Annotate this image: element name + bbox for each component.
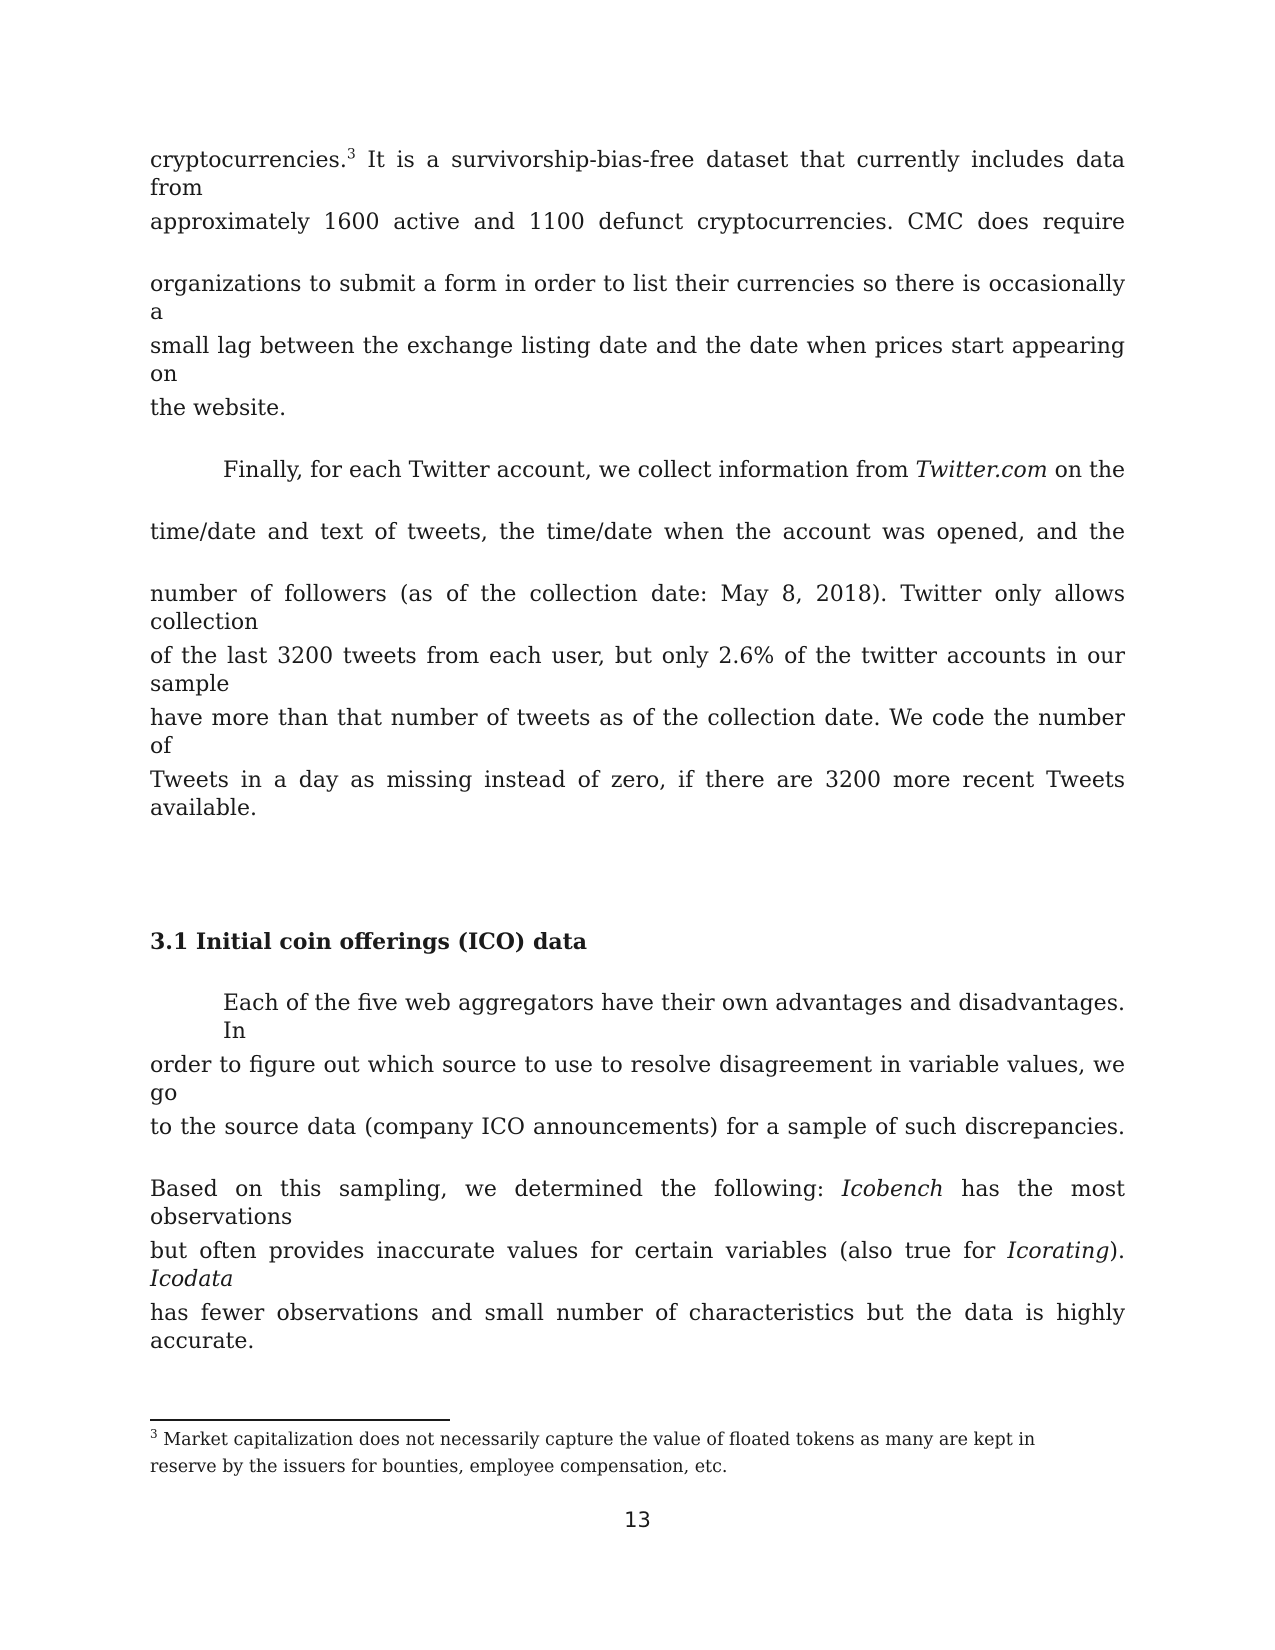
paragraph-1-line-4: small lag between the exchange listing date and the date when prices start appearing on — [150, 334, 1125, 387]
footnote-divider — [150, 1419, 450, 1421]
paragraph-2-line-6: Tweets in a day as missing instead of zero, if there are 3200 more recent Tweets available. — [150, 768, 1125, 821]
icodata-italic: Icodata — [150, 1267, 234, 1292]
icobench-italic: Icobench — [841, 1177, 944, 1202]
paragraph-3-line-2: order to figure out which source to use to resolve disagreement in variable values, we go — [150, 1053, 1125, 1106]
paragraph-2-line-5: have more than that number of tweets as of the collection date. We code the number of — [150, 706, 1125, 759]
icorating-italic: Icorating — [1007, 1239, 1110, 1264]
paragraph-2-line-2: time/date and text of tweets, the time/date when the account was opened, and the — [150, 520, 1125, 545]
paragraph-2-line-4: of the last 3200 tweets from each user, but only 2.6% of the twitter accounts in our sample — [150, 644, 1125, 697]
paragraph-2-line-1: Finally, for each Twitter account, we collect information from Twitter.com on the — [223, 458, 1126, 483]
paragraph-1-line-1: cryptocurrencies.$^3$ It is a survivorship-bias-free dataset that currently includes data from — [150, 146, 1125, 201]
paragraph-1-line-3: organizations to submit a form in order to list their currencies so there is occasionally a — [150, 272, 1125, 325]
paragraph-1-line-2: approximately 1600 active and 1100 defunct cryptocurrencies. CMC does require — [150, 210, 1125, 235]
twitter-com-italic: Twitter.com — [915, 458, 1048, 483]
paragraph-3-line-3: to the source data (company ICO announcements) for a sample of such discrepancies. — [150, 1115, 1125, 1140]
paragraph-3-line-1: Each of the five web aggregators have their own advantages and disadvantages. In — [223, 991, 1125, 1044]
paragraph-1-line-5: the website. — [150, 396, 287, 421]
footnote-reference-3[interactable]: 3 — [346, 146, 356, 163]
page-number: 13 — [624, 1508, 651, 1532]
section-heading: 3.1 Initial coin offerings (ICO) data — [150, 929, 588, 955]
footnote-mark: 3 — [150, 1427, 158, 1442]
paragraph-3-line-5: but often provides inaccurate values for certain variables (also true for Icorating). Icodata — [150, 1239, 1125, 1292]
footnote-line-2: reserve by the issuers for bounties, employee compensation, etc. — [150, 1457, 728, 1477]
paragraph-3-line-4: Based on this sampling, we determined the following: Icobench has the most observations — [150, 1177, 1125, 1230]
paragraph-2-line-3: number of followers (as of the collection date: May 8, 2018). Twitter only allows collection — [150, 582, 1125, 635]
footnote-line-1: $^3$ Market capitalization does not necessarily capture the value of floated tokens as many are kept in — [150, 1427, 1036, 1450]
paragraph-3-line-6: has fewer observations and small number of characteristics but the data is highly accurate. — [150, 1301, 1125, 1354]
